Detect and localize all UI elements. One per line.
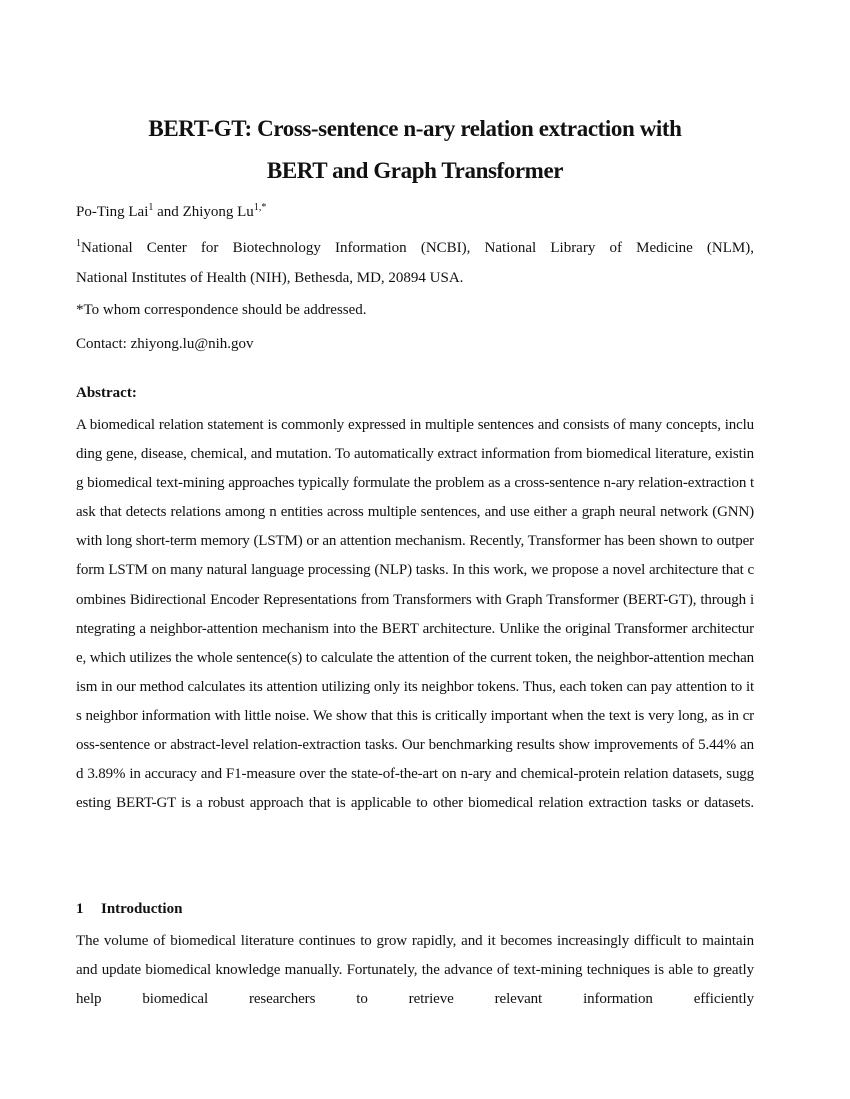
- abstract-heading: Abstract:: [76, 385, 137, 401]
- author-affiliation-mark: 1,*: [253, 202, 267, 213]
- affiliation-mark: 1: [76, 238, 81, 249]
- affiliation-text: National Center for Biotechnology Information (NCBI), National Library of Medicine (NLM),: [81, 240, 754, 256]
- section-number: 1: [76, 901, 84, 917]
- section-title: Introduction: [101, 901, 183, 917]
- contact-email: Contact: zhiyong.lu@nih.gov: [76, 336, 254, 352]
- paper-title: [76, 108, 754, 192]
- abstract-paragraph: A biomedical relation statement is commonly expressed in multiple sentences and consists of many concepts, including gene, disease, chemical, and mutation. To automatically extract information from biomedical literature, existing biomedical text-mining approaches typically formulate the problem as a cross-sentence n-ary relation-extraction task that detects relations among n entities across multiple sentences, and use either a graph neural network (GNN) with long short-term memory (LSTM) or an attention mechanism. Recently, Transformer has been shown to outperform LSTM on many natural language processing (NLP) tasks. In this work, we propose a novel architecture that combines Bidirectional Encoder Representations from Transformers with Graph Transformer (BERT-GT), through integrating a neighbor-attention mechanism into the BERT architecture. Unlike the original Transformer architecture, which utilizes the whole sentence(s) to calculate the attention of the current token, the neighbor-attention mechanism in our method calculates its attention utilizing only its neighbor tokens. Thus, each token can pay attention to its neighbor information with little noise. We show that this is critically important when the text is very long, as in cross-sentence or abstract-level relation-extraction tasks. Our benchmarking results show improvements of 5.44% and 3.89% in accuracy and F1-measure over the state-of-the-art on n-ary and chemical-protein relation datasets, suggesting BERT-GT is a robust approach that is applicable to other biomedical relation extraction tasks or datasets.: [76, 417, 754, 812]
- author-list: [76, 202, 266, 222]
- author-name: Po-Ting Lai: [76, 204, 149, 220]
- abstract-text: [76, 411, 754, 818]
- author-conjunction: and: [153, 204, 183, 220]
- section-heading-introduction: [76, 899, 182, 919]
- author-affiliation-mark: 1: [148, 202, 154, 213]
- affiliation-line-1: [76, 234, 754, 263]
- correspondence-note: *To whom correspondence should be addressed.: [76, 302, 367, 318]
- introduction-text: The volume of biomedical literature continues to grow rapidly, and it becomes increasingly difficult to maintain and update biomedical knowledge manually. Fortunately, the advance of text-mining techniques is able to greatly help biomedical researchers to retrieve relevant information efficiently: [76, 933, 754, 1007]
- affiliation-line-2: National Institutes of Health (NIH), Bethesda, MD, 20894 USA.: [76, 270, 464, 286]
- title-line-1: BERT-GT: Cross-sentence n-ary relation extraction with: [148, 116, 682, 141]
- title-line-2: BERT and Graph Transformer: [266, 158, 564, 183]
- author-name: Zhiyong Lu: [182, 204, 254, 220]
